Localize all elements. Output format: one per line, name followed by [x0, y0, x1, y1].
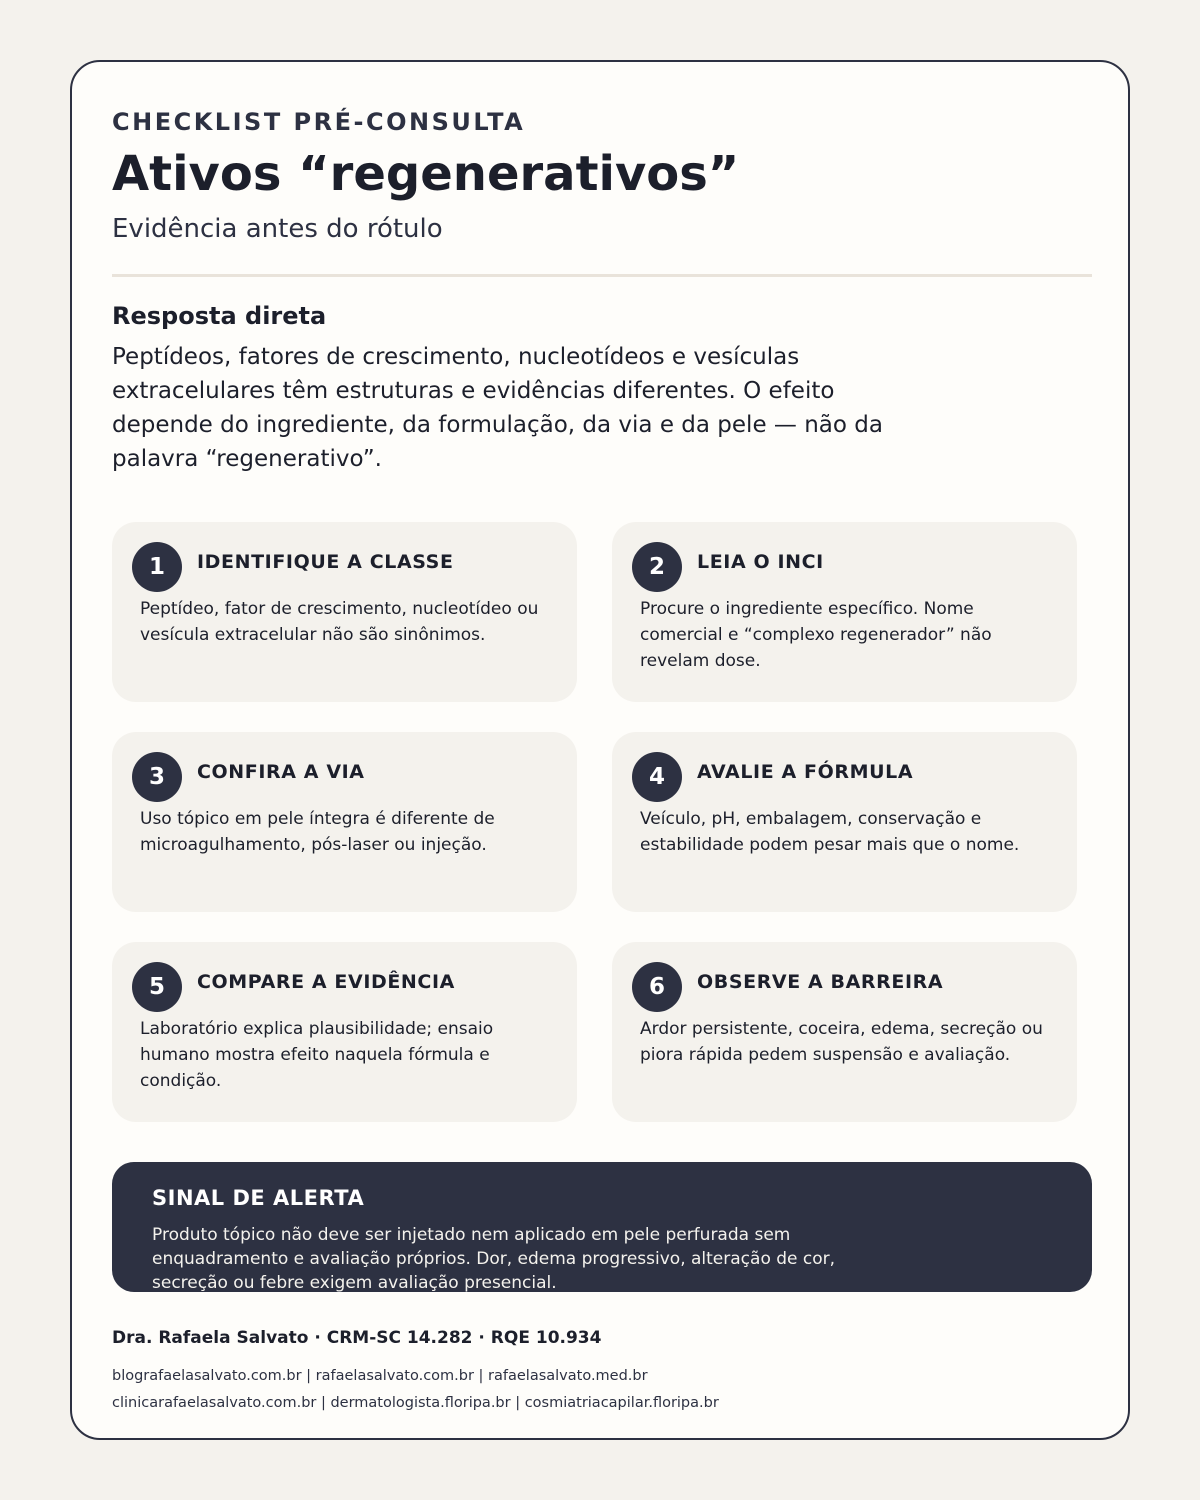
step-text: Peptídeo, fator de crescimento, nucleotídeo ou vesícula extracelular não são sinônimos. — [140, 599, 539, 645]
alert-text: Produto tópico não deve ser injetado nem aplicado em pele perfurada sem enquadramento e avaliação próprios. Dor, edema progressivo, alteração de cor, secreção ou febre exigem avaliação presencial. — [152, 1225, 836, 1292]
header-divider — [112, 274, 1092, 277]
step-number-badge: 6 — [632, 962, 682, 1012]
alert-box — [112, 1162, 1092, 1292]
page-title: Ativos “regenerativos” — [112, 146, 740, 202]
answer-heading: Resposta direta — [112, 302, 327, 330]
step-card-1 — [112, 522, 577, 702]
step-title: CONFIRA A VIA — [197, 761, 365, 783]
footer-links-line-1: blografaelasalvato.com.br | rafaelasalvato.com.br | rafaelasalvato.med.br — [112, 1368, 648, 1384]
step-number-badge: 3 — [132, 752, 182, 802]
step-text: Veículo, pH, embalagem, conservação e estabilidade podem pesar mais que o nome. — [640, 809, 1020, 855]
step-card-4 — [612, 732, 1077, 912]
step-number-badge: 1 — [132, 542, 182, 592]
alert-title: SINAL DE ALERTA — [152, 1186, 365, 1210]
step-text: Uso tópico em pele íntegra é diferente de microagulhamento, pós-laser ou injeção. — [140, 809, 495, 855]
step-title: AVALIE A FÓRMULA — [697, 761, 914, 783]
step-card-2 — [612, 522, 1077, 702]
step-number-badge: 2 — [632, 542, 682, 592]
step-title: LEIA O INCI — [697, 551, 824, 573]
step-card-6 — [612, 942, 1077, 1122]
doctor-credentials: Dra. Rafaela Salvato · CRM-SC 14.282 · RQE 10.934 — [112, 1328, 602, 1348]
step-card-5 — [112, 942, 577, 1122]
kicker-label: CHECKLIST PRÉ-CONSULTA — [112, 108, 526, 136]
step-title: OBSERVE A BARREIRA — [697, 971, 944, 993]
footer-links-line-2: clinicarafaelasalvato.com.br | dermatologista.floripa.br | cosmiatriacapilar.floripa.br — [112, 1395, 719, 1411]
step-number-badge: 5 — [132, 962, 182, 1012]
checklist-card — [70, 60, 1130, 1440]
answer-body: Peptídeos, fatores de crescimento, nucleotídeos e vesículas extracelulares têm estruturas e evidências diferentes. O efeito depende do ingrediente, da formulação, da via e da pele — não da palavra “regenerativo”. — [112, 344, 883, 472]
step-title: IDENTIFIQUE A CLASSE — [197, 551, 454, 573]
step-number-badge: 4 — [632, 752, 682, 802]
step-text: Procure o ingrediente específico. Nome comercial e “complexo regenerador” não revelam dose. — [640, 599, 992, 671]
step-title: COMPARE A EVIDÊNCIA — [197, 971, 455, 993]
step-card-3 — [112, 732, 577, 912]
page-subtitle: Evidência antes do rótulo — [112, 214, 443, 244]
step-text: Ardor persistente, coceira, edema, secreção ou piora rápida pedem suspensão e avaliação. — [640, 1019, 1043, 1065]
step-text: Laboratório explica plausibilidade; ensaio humano mostra efeito naquela fórmula e condição. — [140, 1019, 494, 1091]
